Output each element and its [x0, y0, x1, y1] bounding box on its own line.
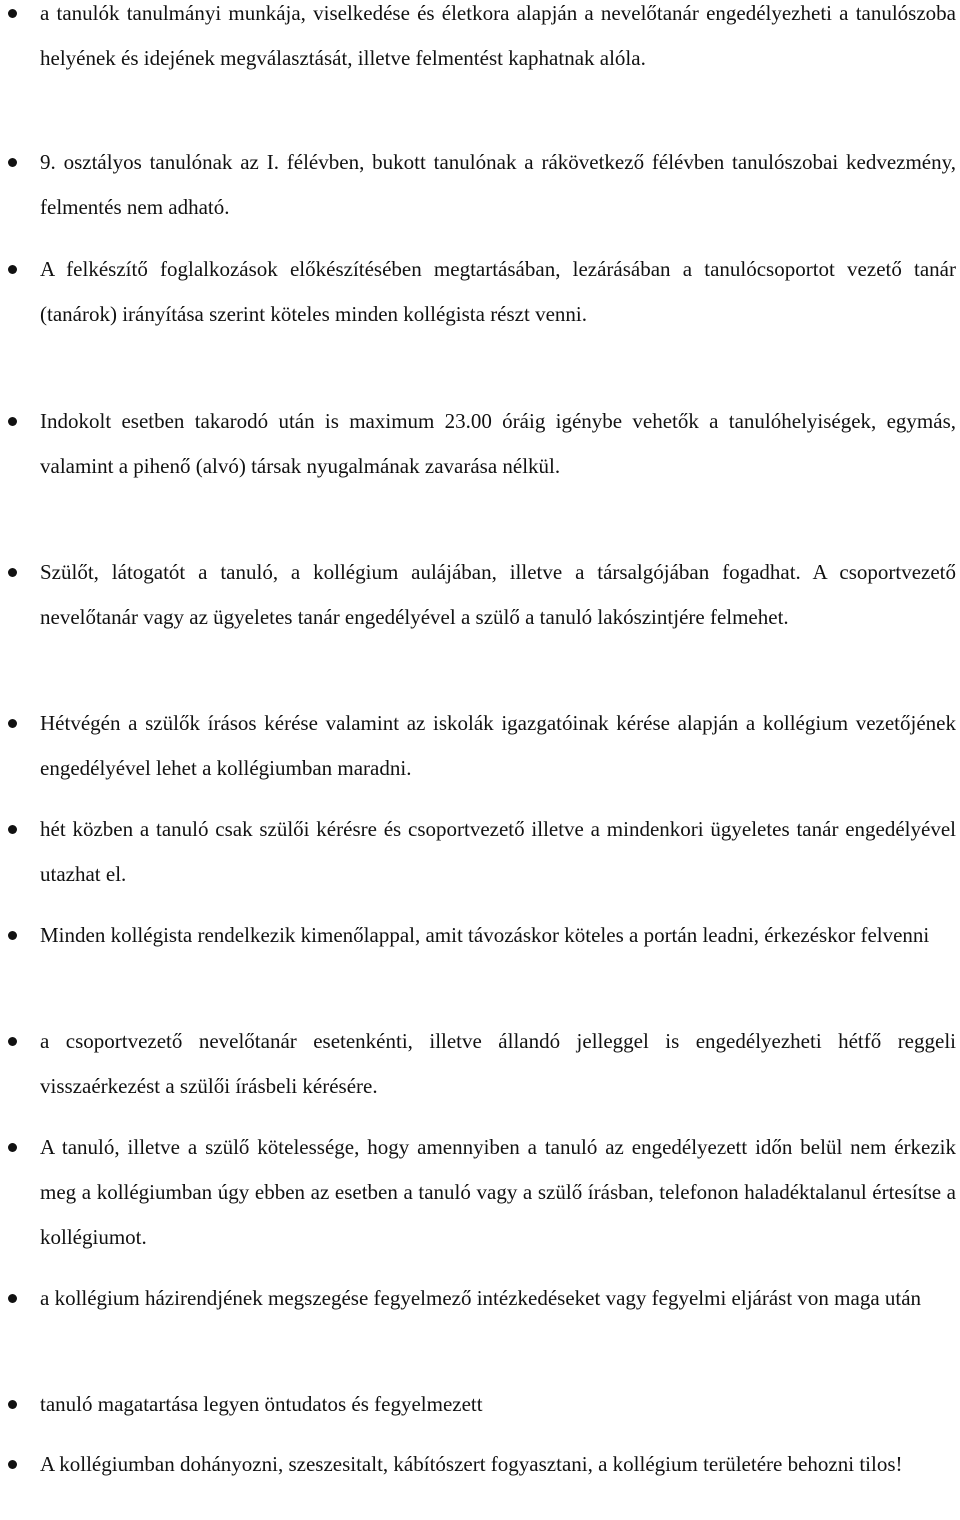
bullet-marker	[8, 1143, 17, 1152]
bullet-item	[40, 1125, 956, 1260]
bullet-marker	[8, 931, 17, 940]
bullet-item	[40, 1019, 956, 1109]
bullet-marker	[8, 719, 17, 728]
bullet-text: tanuló magatartása legyen öntudatos és fegyelmezett	[40, 1392, 483, 1416]
bullet-text: A tanuló, illetve a szülő kötelessége, hogy amennyiben a tanuló az engedélyezett időn belül nem érkezik meg a kollégiumban úgy ebben az esetben a tanuló vagy a szülő írásban, telefonon haladéktalanul értesítse a kollégiumot.	[40, 1135, 956, 1249]
bullet-item	[40, 1276, 956, 1321]
bullet-marker	[8, 9, 17, 18]
bullet-marker	[8, 158, 17, 167]
bullet-item	[40, 247, 956, 337]
bullet-item	[40, 701, 956, 791]
bullet-text: A felkészítő foglalkozások előkészítésében megtartásában, lezárásában a tanulócsoportot vezető tanár (tanárok) irányítása szerint köteles minden kollégista részt venni.	[40, 257, 956, 326]
bullet-item	[40, 550, 956, 640]
bullet-marker	[8, 1400, 17, 1409]
bullet-marker	[8, 1460, 17, 1469]
bullet-text: hét közben a tanuló csak szülői kérésre és csoportvezető illetve a mindenkori ügyeletes tanár engedélyével utazhat el.	[40, 817, 956, 886]
bullet-marker	[8, 417, 17, 426]
bullet-marker	[8, 568, 17, 577]
bullet-marker	[8, 1294, 17, 1303]
bullet-marker	[8, 1037, 17, 1046]
bullet-text: a csoportvezető nevelőtanár esetenkénti, illetve állandó jelleggel is engedélyezheti hétfő reggeli visszaérkezést a szülői írásbeli kérésére.	[40, 1029, 956, 1098]
bullet-text: Indokolt esetben takarodó után is maximum 23.00 óráig igénybe vehetők a tanulóhelyiségek, egymás, valamint a pihenő (alvó) társak nyugalmának zavarása nélkül.	[40, 409, 956, 478]
bullet-item	[40, 140, 956, 230]
bullet-text: a tanulók tanulmányi munkája, viselkedése és életkora alapján a nevelőtanár engedélyezheti a tanulószoba helyének és idejének megválasztását, illetve felmentést kaphatnak alóla.	[40, 1, 956, 70]
bullet-text: Szülőt, látogatót a tanuló, a kollégium aulájában, illetve a társalgójában fogadhat. A csoportvezető nevelőtanár vagy az ügyeletes tanár engedélyével a szülő a tanuló lakószintjére felmehet.	[40, 560, 956, 629]
bullet-text: Hétvégén a szülők írásos kérése valamint az iskolák igazgatóinak kérése alapján a kollégium vezetőjének engedélyével lehet a kollégiumban maradni.	[40, 711, 956, 780]
bullet-marker	[8, 265, 17, 274]
bullet-item	[40, 1382, 956, 1427]
bullet-item	[40, 1442, 956, 1487]
bullet-text: a kollégium házirendjének megszegése fegyelmező intézkedéseket vagy fegyelmi eljárást von maga után	[40, 1286, 922, 1310]
bullet-marker	[8, 825, 17, 834]
bullet-text: 9. osztályos tanulónak az I. félévben, bukott tanulónak a rákövetkező félévben tanulószobai kedvezmény, felmentés nem adható.	[40, 150, 956, 219]
bullet-text: Minden kollégista rendelkezik kimenőlappal, amit távozáskor köteles a portán leadni, érkezéskor felvenni	[40, 923, 930, 947]
bullet-item	[40, 399, 956, 489]
bullet-item	[40, 0, 956, 81]
bullet-item	[40, 913, 956, 958]
bullet-text: A kollégiumban dohányozni, szeszesitalt, kábítószert fogyasztani, a kollégium területére behozni tilos!	[40, 1452, 903, 1476]
bullet-item	[40, 807, 956, 897]
